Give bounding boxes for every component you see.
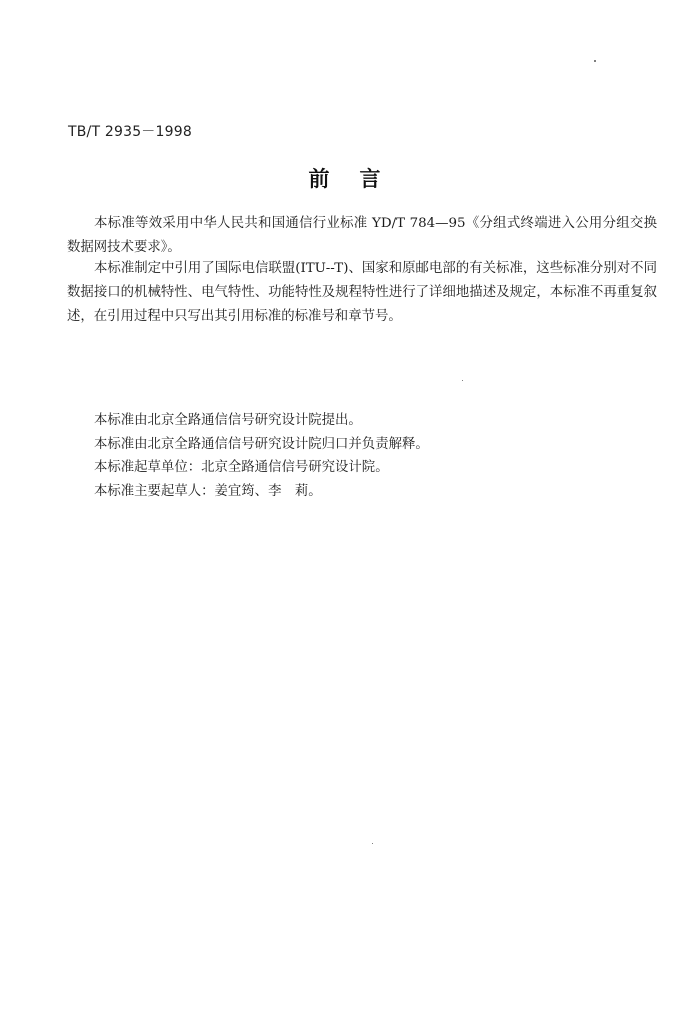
note-administrator: 本标准由北京全路通信信号研究设计院归口并负责解释。 [94, 436, 429, 452]
scan-speck [372, 843, 373, 844]
scan-speck [594, 60, 596, 62]
references-paragraph: 本标准制定中引用了国际电信联盟(ITU--T)、国家和原邮电部的有关标准，这些标准分别对不同数据接口的机械特性、电气特性、功能特性及规程特性进行了详细地描述及规定，本标准不再重复叙述，在引用过程中只写出其引用标准的标准号和章节号。 [67, 261, 657, 324]
standard-number: TB/T 2935－1998 [68, 124, 192, 140]
drafting-notes [94, 409, 654, 504]
page-title: 前言 [308, 167, 411, 191]
note-proposer: 本标准由北京全路通信信号研究设计院提出。 [94, 413, 362, 428]
scan-speck [462, 380, 463, 381]
intro-paragraph: 本标准等效采用中华人民共和国通信行业标准 YD/T 784—95《分组式终端进入公用分组交换数据网技术要求》。 [67, 216, 657, 255]
note-drafting-unit: 本标准起草单位：北京全路通信信号研究设计院。 [94, 460, 389, 476]
note-drafters: 本标准主要起草人：姜宜筠、李 莉。 [94, 484, 322, 500]
